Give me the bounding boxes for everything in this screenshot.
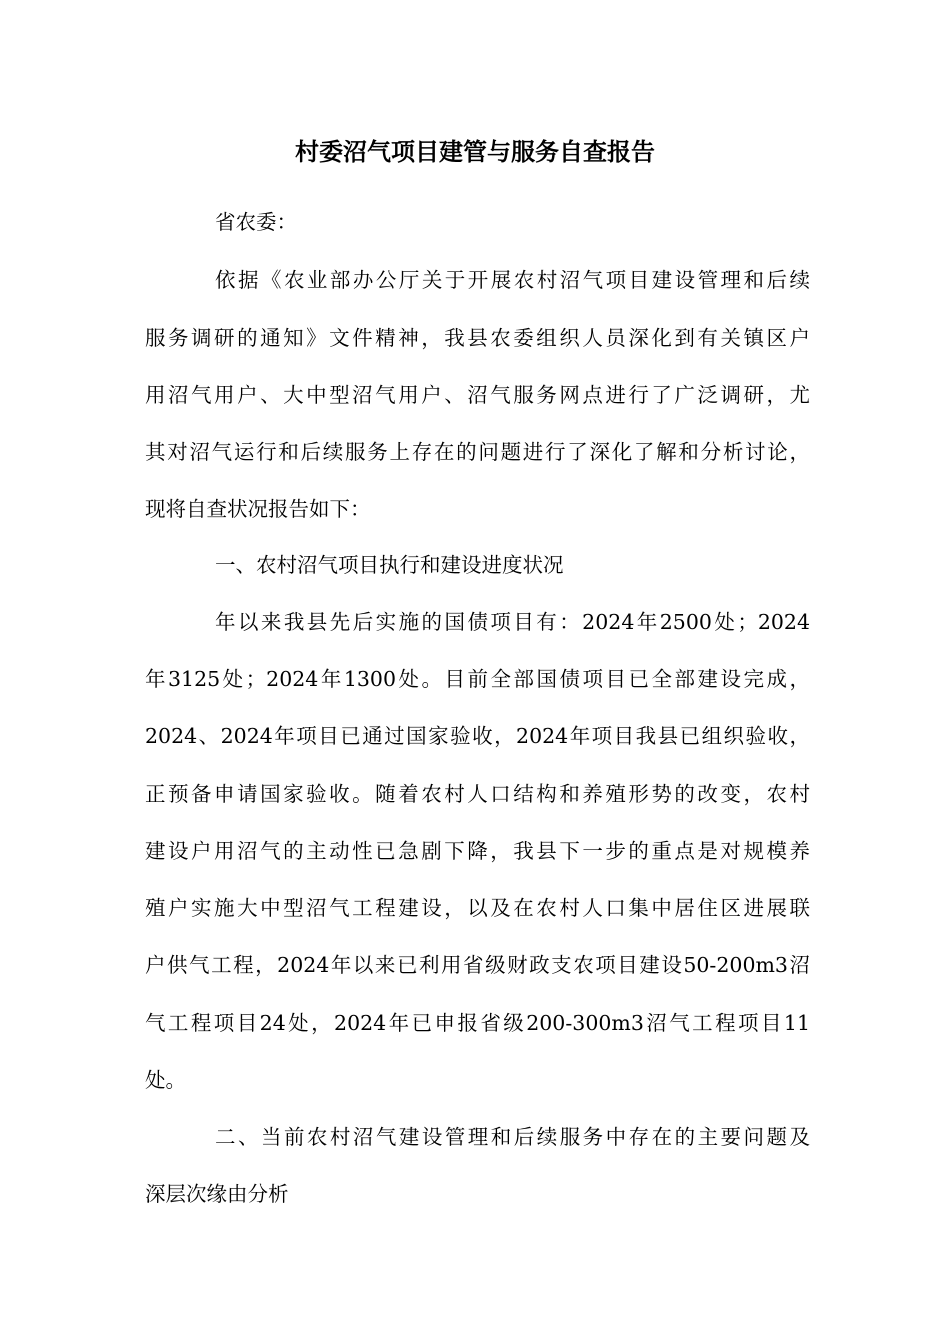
paragraph-line: 年以来我县先后实施的国债项目有：2024年2500处；2024 [215, 610, 810, 634]
paragraph-line: 殖户实施大中型沼气工程建设，以及在农村人口集中居住区进展联 [145, 896, 810, 920]
paragraph-line: 处。 [145, 1068, 186, 1092]
paragraph-line: 现将自查状况报告如下： [145, 497, 371, 521]
document-title: 村委沼气项目建管与服务自查报告 [295, 138, 655, 166]
section-heading-1: 一、农村沼气项目执行和建设进度状况 [215, 553, 564, 577]
paragraph-line: 用沼气用户、大中型沼气用户、沼气服务网点进行了广泛调研，尤 [145, 383, 810, 407]
paragraph-line: 建设户用沼气的主动性已急剧下降，我县下一步的重点是对规模养 [145, 839, 810, 863]
paragraph-line: 气工程项目24处，2024年已申报省级200-300m3沼气工程项目11 [145, 1011, 810, 1035]
salutation: 省农委： [215, 210, 297, 234]
section-heading-2-cont: 深层次缘由分析 [145, 1182, 289, 1206]
section-heading-2: 二、当前农村沼气建设管理和后续服务中存在的主要问题及 [215, 1125, 810, 1149]
paragraph-line: 户供气工程，2024年以来已利用省级财政支农项目建设50-200m3沼 [145, 953, 810, 977]
paragraph-line: 依据《农业部办公厅关于开展农村沼气项目建设管理和后续 [215, 268, 810, 292]
paragraph-line: 正预备申请国家验收。随着农村人口结构和养殖形势的改变，农村 [145, 782, 810, 806]
paragraph-line: 年3125处；2024年1300处。目前全部国债项目已全部建设完成， [145, 667, 810, 691]
paragraph-line: 服务调研的通知》文件精神，我县农委组织人员深化到有关镇区户 [145, 326, 810, 350]
paragraph-line: 其对沼气运行和后续服务上存在的问题进行了深化了解和分析讨论， [145, 440, 810, 464]
paragraph-line: 2024、2024年项目已通过国家验收，2024年项目我县已组织验收， [145, 724, 810, 748]
